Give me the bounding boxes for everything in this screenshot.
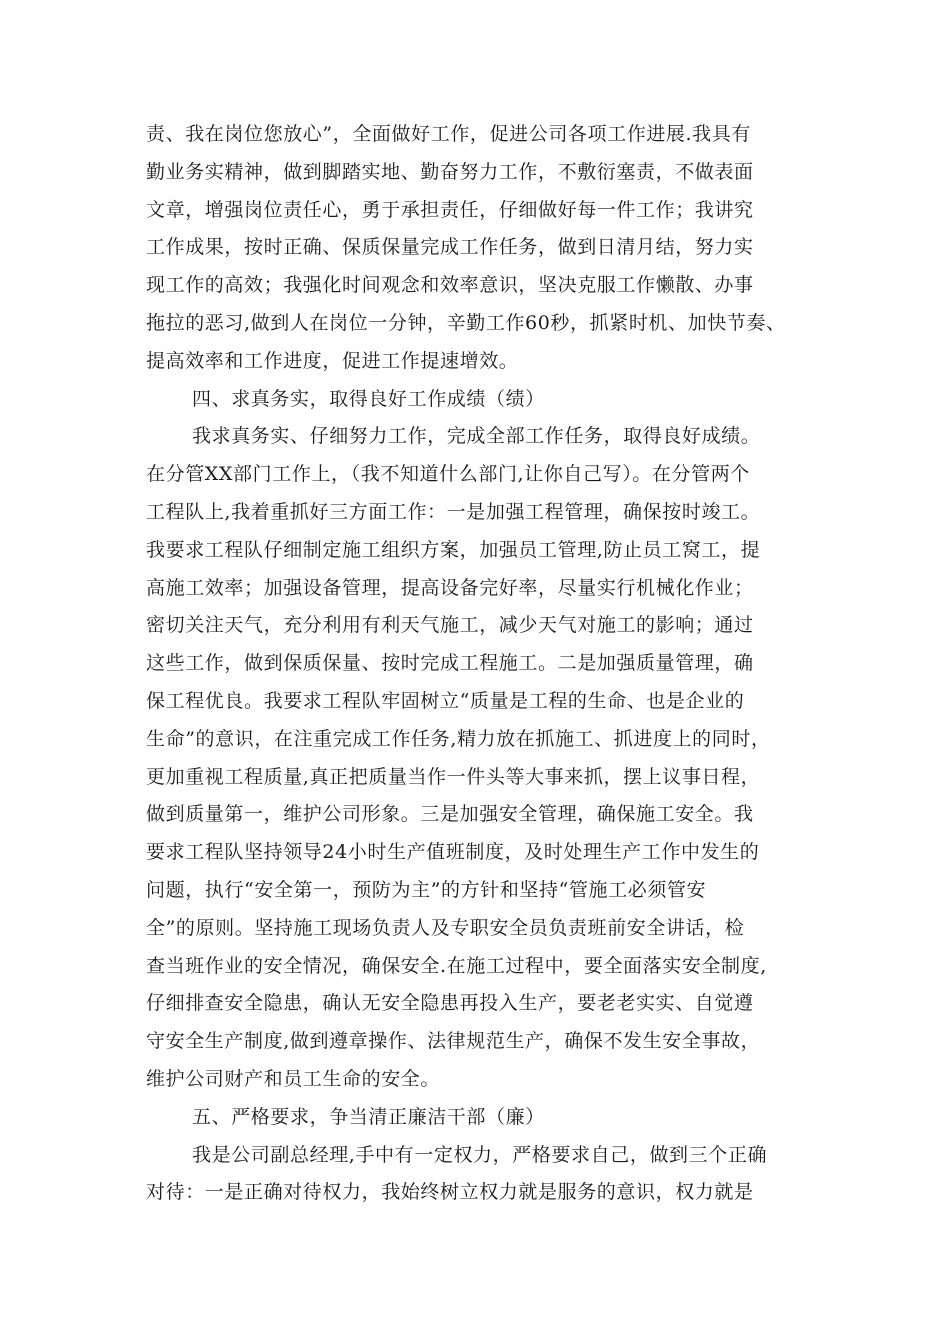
text-line: 工程队上,我着重抓好三方面工作：一是加强工程管理，确保按时竣工。 — [146, 500, 761, 523]
body-text — [146, 116, 836, 1212]
text-line: 高施工效率；加强设备管理，提高设备完好率，尽量实行机械化作业； — [146, 576, 754, 599]
text-line: 这些工作，做到保质保量、按时完成工程施工。二是加强质量管理，确 — [146, 652, 754, 675]
text-line: 问题，执行“安全第一，预防为主”的方针和坚持“管施工必须管安 — [146, 878, 707, 901]
text-line: 对待：一是正确对待权力，我始终树立权力就是服务的意识，权力就是 — [146, 1181, 754, 1204]
text-line: 我要求工程队仔细制定施工组织方案，加强员工管理,防止员工窝工，提 — [146, 538, 761, 561]
text-line: 查当班作业的安全情况，确保安全.在施工过程中，要全面落实安全制度, — [146, 954, 767, 977]
text-line: 仔细排查安全隐患，确认无安全隐患再投入生产，要老老实实、自觉遵 — [146, 992, 754, 1015]
text-line: 现工作的高效；我强化时间观念和效率意识，坚决克服工作懒散、办事 — [146, 274, 754, 297]
text-line: 要求工程队坚持领导24小时生产值班制度，及时处理生产工作中发生的 — [146, 841, 760, 864]
paragraph-start-line: 四、求真务实，取得良好工作成绩（绩） — [192, 387, 545, 410]
text-line: 提高效率和工作进度，促进工作提速增效。 — [146, 349, 519, 372]
text-line: 责、我在岗位您放心”，全面做好工作，促进公司各项工作进展.我具有 — [146, 123, 751, 145]
text-line: 更加重视工程质量,真正把质量当作一件头等大事来抓，摆上议事日程， — [146, 765, 761, 788]
text-line: 全”的原则。坚持施工现场负责人及专职安全员负责班前安全讲话，检 — [146, 916, 745, 939]
text-line: 守安全生产制度,做到遵章操作、法律规范生产，确保不发生安全事故， — [146, 1030, 761, 1053]
text-line: 勤业务实精神，做到脚踏实地、勤奋努力工作，不敷衍塞责，不做表面 — [146, 160, 754, 183]
text-line: 在分管XX部门工作上，（我不知道什么部门,让你自己写）。在分管两个 — [146, 463, 750, 486]
text-line: 维护公司财产和员工生命的安全。 — [146, 1067, 441, 1090]
text-line: 生命”的意识，在注重完成工作任务,精力放在抓施工、抓进度上的同时， — [146, 727, 771, 750]
text-line: 拖拉的恶习,做到人在岗位一分钟，辛勤工作60秒，抓紧时机、加快节奏、 — [146, 311, 786, 334]
text-line: 工作成果，按时正确、保质保量完成工作任务，做到日清月结，努力实 — [146, 236, 754, 259]
paragraph-start-line: 我求真务实、仔细努力工作，完成全部工作任务，取得良好成绩。 — [192, 425, 761, 448]
paragraph-start-line: 我是公司副总经理,手中有一定权力，严格要求自己，做到三个正确 — [192, 1143, 768, 1166]
text-line: 文章，增强岗位责任心，勇于承担责任，仔细做好每一件工作；我讲究 — [146, 198, 754, 221]
paragraph-start-line: 五、严格要求，争当清正廉洁干部（廉） — [192, 1105, 545, 1128]
text-line: 保工程优良。我要求工程队牢固树立“质量是工程的生命、也是企业的 — [146, 689, 745, 712]
text-line: 做到质量第一，维护公司形象。三是加强安全管理，确保施工安全。我 — [146, 803, 754, 826]
text-line: 密切关注天气，充分利用有利天气施工，减少天气对施工的影响；通过 — [146, 614, 754, 637]
